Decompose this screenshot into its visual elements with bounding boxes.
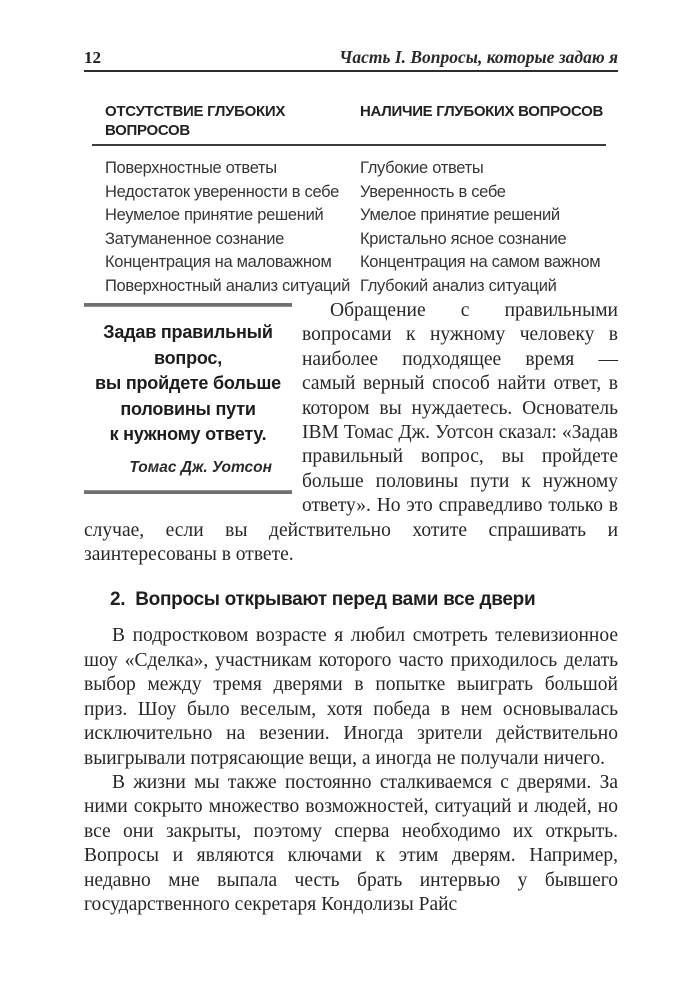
page-body [84,299,618,917]
table-cell-right: Глубокие ответы [360,159,484,177]
table-row [92,204,606,228]
table-cell-right: Концентрация на самом важном [360,253,601,271]
table-row [92,275,606,299]
paragraph-doors: В жизни мы также постоянно сталкиваемся с дверями. За ними сокрыто множество возможностей, ситуаций и людей, но все они закрыты, поэтому сперва необходимо их открыть. Вопросы и являются ключами к этим дверям. Например, недавно мне выпала честь брать интервью у бывшего государственного секретаря Кондолизы Райс [84,771,618,915]
pullquote [84,303,292,494]
table-header-right: НАЛИЧИЕ ГЛУБОКИХ ВОПРОСОВ [360,103,604,120]
pullquote-line: к нужному ответу. [109,424,267,444]
table-cell-left: Недостаток уверенности в себе [105,182,340,201]
table-cell-left: Концентрация на маловажном [105,253,332,271]
pullquote-rule-bottom [84,490,292,494]
table-cell-right: Глубокий анализ ситуаций [360,276,557,295]
table-cell-right: Уверенность в себе [360,182,506,201]
table-cell-left: Затуманенное сознание [105,229,285,248]
table-cell-right: Умелое принятие решений [360,206,560,224]
pullquote-line: Задав правильный [103,322,273,342]
table-cell-left: Неумелое принятие решений [105,206,324,224]
paragraph-intro: Обращение с правильными вопросами к нужному человеку в наиболее подходящее время — самый верный способ найти ответ, в котором вы нуждаетесь. Основатель IBM Томас Дж. Уотсон сказал: «Задав правильный вопрос, вы пройдете больше половины пути к нужному ответу». Но это справедливо только в случае, если вы действительно хотите спрашивать и заинтересованы в ответе. [84,300,618,566]
table-row [92,157,606,181]
table-body [92,157,606,298]
running-title: Часть I. Вопросы, которые задаю я [339,47,618,67]
table-cell-left: Поверхностные ответы [105,159,277,177]
pullquote-line: вы пройдете больше [95,373,281,393]
comparison-table [92,102,606,298]
pullquote-text [84,307,292,448]
table-header-left: ОТСУТСТВИЕ ГЛУБОКИХ ВОПРОСОВ [105,103,286,139]
section-heading [110,589,618,611]
page-header [84,48,618,72]
table-row [92,181,606,205]
table-cell-left: Поверхностный анализ ситуаций [105,276,350,295]
table-row [92,251,606,275]
table-cell-right: Кристально ясное сознание [360,229,567,248]
section-title: Вопросы открывают перед вами все двери [135,589,536,611]
paragraph-tv-show: В подростковом возрасте я любил смотреть телевизионное шоу «Сделка», участникам которого часто приходилось делать выбор между тремя дверями в попытке выиграть большой приз. Шоу было веселым, хотя победа в нем основывалась исключительно на везении. Иногда зрители действительно выигрывали потрясающие вещи, а иногда не получали ничего. [84,625,618,769]
pullquote-attribution: Томас Дж. Уотсон [129,458,272,476]
pullquote-line: половины пути [120,398,256,419]
section-number: 2. [110,589,126,611]
table-row [92,228,606,252]
page-number: 12 [84,48,101,67]
table-header-row [92,102,606,146]
pullquote-line: вопрос, [153,347,223,368]
